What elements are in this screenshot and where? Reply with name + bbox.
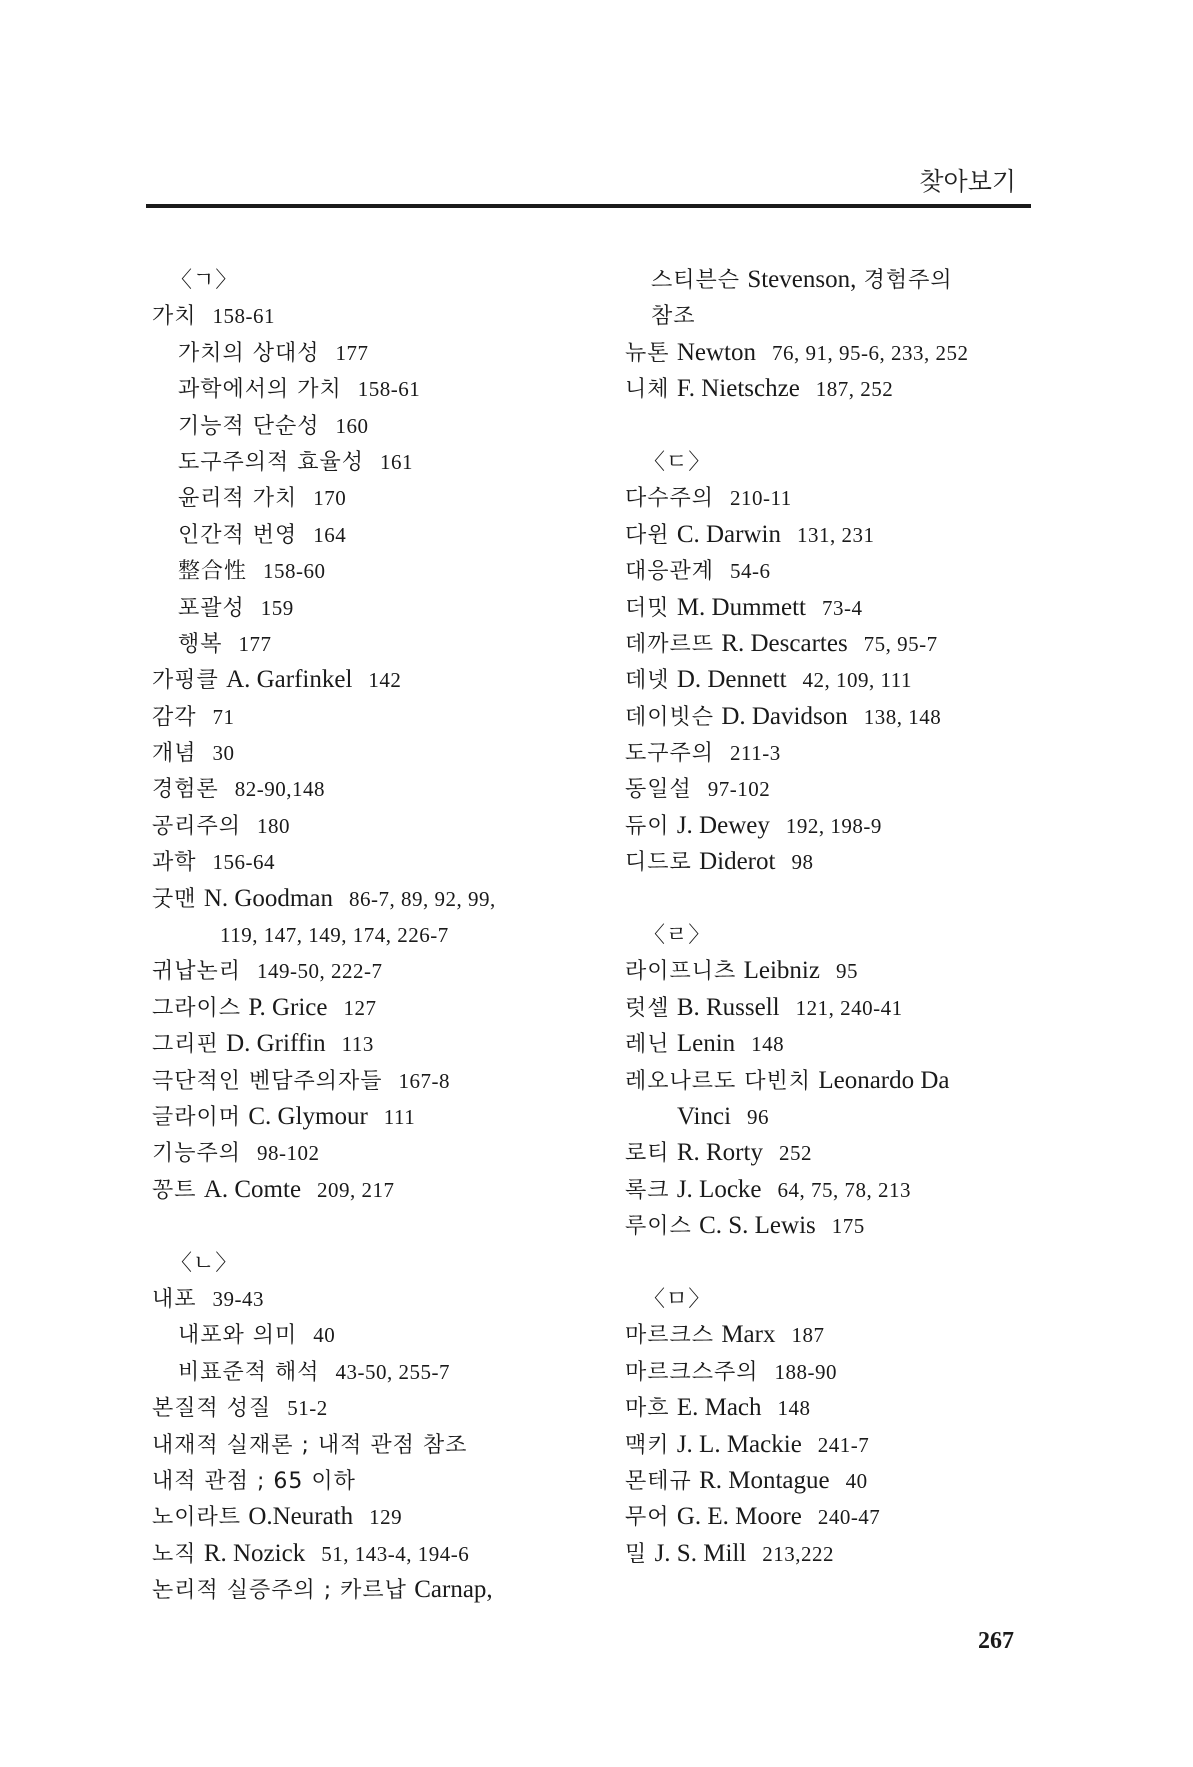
index-entry	[625, 1135, 1045, 1171]
index-pages: 40	[313, 1323, 336, 1348]
index-term: 〈ㄴ〉	[170, 1250, 239, 1276]
index-term: 맥키	[625, 1432, 670, 1458]
index-pages: 187, 252	[815, 377, 894, 402]
index-name: Newton	[676, 338, 756, 366]
index-term: 극단적인 벤담주의자들	[152, 1068, 383, 1094]
index-pages: 129	[369, 1505, 403, 1530]
page-number: 267	[978, 1628, 1014, 1654]
index-term: 굿맨	[152, 886, 197, 912]
index-term: 글라이머	[152, 1104, 242, 1130]
index-entry	[625, 771, 1045, 807]
index-pages: 40	[845, 1468, 868, 1493]
index-name: B. Russell	[676, 993, 780, 1021]
index-pages: 158-60	[263, 559, 326, 584]
index-pages: 240-47	[817, 1505, 881, 1530]
running-head: 찾아보기	[919, 167, 1016, 196]
index-pages: 148	[777, 1396, 811, 1421]
index-name: F. Nietschze	[676, 375, 800, 403]
index-name: D. Davidson	[721, 702, 848, 730]
index-name: A. Garfinkel	[226, 666, 353, 694]
index-term: 행복	[178, 631, 223, 657]
index-term: 개념	[152, 741, 197, 767]
section-heading	[625, 444, 1045, 480]
index-entry	[152, 371, 602, 407]
index-pages: 51, 143-4, 194-6	[321, 1541, 470, 1566]
index-name: Marx	[721, 1321, 776, 1349]
index-entry	[625, 735, 1045, 771]
index-name: R. Rorty	[676, 1139, 763, 1167]
index-entry	[152, 771, 602, 807]
index-pages: 113	[341, 1032, 374, 1057]
index-pages: 75, 95-7	[863, 631, 938, 656]
index-name: A. Comte	[203, 1175, 302, 1203]
index-pages: 42, 109, 111	[802, 668, 912, 693]
index-name: C. Darwin	[676, 520, 781, 548]
index-term: 과학	[152, 850, 197, 876]
section-heading	[152, 1245, 602, 1281]
index-entry	[152, 1063, 602, 1099]
index-pages: 188-90	[774, 1359, 838, 1384]
index-term: 경험주의	[863, 268, 953, 293]
index-term: 레오나르도 다빈치	[625, 1068, 812, 1094]
index-term: 경험론	[152, 777, 219, 803]
index-entry	[625, 662, 1045, 698]
index-pages: 160	[335, 413, 369, 438]
index-entry	[625, 1026, 1045, 1062]
index-pages: 187	[791, 1323, 825, 1348]
index-term: 스티븐슨	[651, 268, 741, 293]
index-pages: 156-64	[212, 850, 276, 875]
index-entry	[152, 1499, 602, 1535]
index-pages: 131, 231	[796, 522, 875, 547]
index-term: 몬테규	[625, 1468, 692, 1494]
index-term: 기능적 단순성	[178, 413, 320, 439]
index-term: 감각	[152, 704, 197, 730]
index-entry	[152, 1427, 602, 1463]
index-term: 디드로	[625, 850, 692, 876]
index-entry	[152, 480, 602, 516]
index-column-right	[625, 262, 1045, 1572]
index-pages: 127	[343, 995, 377, 1020]
section-heading	[625, 1281, 1045, 1317]
index-entry	[152, 298, 602, 334]
index-term: 도구주의	[625, 741, 715, 767]
index-name: R. Montague	[699, 1466, 830, 1494]
index-pages: 177	[335, 340, 369, 365]
index-name: D. Griffin	[226, 1030, 326, 1058]
index-pages: 71	[212, 704, 235, 729]
index-entry	[152, 408, 602, 444]
index-pages: 209, 217	[317, 1177, 395, 1202]
index-name: M. Dummett	[676, 593, 806, 621]
index-term: 레닌	[625, 1032, 670, 1058]
index-name: Carnap,	[414, 1576, 493, 1604]
index-pages: 161	[380, 449, 414, 474]
index-pages: 30	[212, 741, 235, 766]
index-name: E. Mach	[676, 1394, 762, 1422]
index-term: 마르크스주의	[625, 1359, 759, 1385]
index-term: 과학에서의 가치	[178, 377, 342, 403]
index-entry	[625, 699, 1045, 735]
index-term: 노직	[152, 1541, 197, 1567]
index-term: 내적 관점 ; 65 이하	[152, 1468, 356, 1494]
index-term: 내포와 의미	[178, 1323, 298, 1349]
index-name: J. Dewey	[676, 811, 770, 839]
index-pages: 98	[791, 850, 814, 875]
index-entry	[152, 1463, 602, 1499]
index-entry	[625, 990, 1045, 1026]
index-pages: 148	[751, 1032, 785, 1057]
index-pages: 64, 75, 78, 213	[777, 1177, 912, 1202]
section-gap	[625, 408, 1045, 444]
index-term: 가치	[152, 304, 197, 330]
index-pages: 111	[383, 1104, 416, 1129]
index-entry	[152, 1172, 602, 1208]
index-pages: 76, 91, 95-6, 233, 252	[771, 340, 969, 365]
index-term: 다수주의	[625, 486, 715, 512]
index-pages: 142	[368, 668, 402, 693]
index-entry	[152, 1317, 602, 1353]
index-term: 논리적 실증주의 ; 카르납	[152, 1578, 407, 1604]
index-term: 밀	[625, 1541, 648, 1567]
index-pages: 159	[260, 595, 294, 620]
index-name: D. Dennett	[676, 666, 787, 694]
index-term: 〈ㄹ〉	[643, 923, 712, 949]
index-entry	[625, 1063, 1045, 1099]
index-entry	[625, 844, 1045, 880]
index-pages: 158-61	[357, 377, 421, 402]
index-entry	[625, 1208, 1045, 1244]
section-heading	[152, 262, 602, 298]
index-term: 본질적 성질	[152, 1396, 272, 1422]
index-entry	[625, 1427, 1045, 1463]
index-name: J. Locke	[676, 1175, 762, 1203]
index-term: 노이라트	[152, 1505, 242, 1531]
index-name: O.Neurath	[248, 1503, 354, 1531]
index-pages: 51-2	[287, 1396, 328, 1421]
index-pages: 149-50, 222-7	[257, 959, 383, 984]
index-term: 윤리적 가치	[178, 486, 298, 512]
index-term: 마르크스	[625, 1323, 715, 1349]
index-entry	[152, 626, 602, 662]
index-term: 가핑클	[152, 668, 219, 694]
section-gap	[625, 1245, 1045, 1281]
index-entry	[625, 1536, 1045, 1572]
index-term: 데까르뜨	[625, 631, 715, 657]
index-name: Stevenson,	[747, 266, 857, 293]
index-term: 동일설	[625, 777, 692, 803]
index-entry	[625, 517, 1045, 553]
index-entry	[152, 953, 602, 989]
index-entry	[625, 590, 1045, 626]
index-term: 그라이스	[152, 995, 242, 1021]
index-term: 귀납논리	[152, 959, 242, 985]
index-term: 포괄성	[178, 595, 245, 621]
index-term: 뉴톤	[625, 340, 670, 366]
index-entry	[152, 808, 602, 844]
index-pages: 95	[835, 959, 858, 984]
index-term: 다윈	[625, 522, 670, 548]
index-term: 대응관계	[625, 559, 715, 585]
index-term: 로티	[625, 1141, 670, 1167]
index-term: 럿셀	[625, 995, 670, 1021]
index-pages: 98-102	[257, 1141, 320, 1166]
index-term: 꽁트	[152, 1177, 197, 1203]
index-entry	[152, 881, 602, 917]
index-entry	[152, 444, 602, 480]
index-term: 록크	[625, 1177, 670, 1203]
index-name: R. Nozick	[203, 1539, 306, 1567]
index-term: 그리핀	[152, 1032, 219, 1058]
section-gap	[625, 881, 1045, 917]
index-name: Vinci	[677, 1102, 732, 1130]
index-term: 무어	[625, 1505, 670, 1531]
index-pages: 158-61	[212, 304, 276, 329]
index-name: Diderot	[699, 848, 776, 876]
index-entry	[152, 1135, 602, 1171]
index-entry	[152, 662, 602, 698]
index-column-left	[152, 262, 602, 1608]
index-entry	[625, 1099, 1045, 1135]
index-pages: 213,222	[762, 1541, 835, 1566]
index-entry	[152, 990, 602, 1026]
index-entry	[152, 335, 602, 371]
index-pages: 73-4	[822, 595, 863, 620]
index-pages: 175	[831, 1214, 865, 1239]
index-term: 공리주의	[152, 813, 242, 839]
index-term: 〈ㄱ〉	[170, 268, 239, 293]
index-term: 라이프니츠	[625, 959, 737, 985]
index-pages: 211-3	[730, 741, 781, 766]
index-pages: 167-8	[398, 1068, 451, 1093]
index-entry	[152, 517, 602, 553]
index-pages: 119, 147, 149, 174, 226-7	[220, 923, 449, 948]
index-term: 니체	[625, 377, 670, 403]
index-pages: 180	[257, 813, 291, 838]
index-entry	[152, 844, 602, 880]
index-pages: 241-7	[817, 1432, 870, 1457]
index-pages: 96	[747, 1104, 770, 1129]
index-term: 整合性	[178, 559, 248, 585]
index-entry	[625, 1317, 1045, 1353]
index-entry	[152, 1099, 602, 1135]
index-entry	[625, 1354, 1045, 1390]
index-term: 데넷	[625, 668, 670, 694]
index-entry	[625, 808, 1045, 844]
index-name: Leonardo Da	[818, 1066, 950, 1094]
index-pages: 39-43	[212, 1286, 265, 1311]
index-pages: 121, 240-41	[795, 995, 903, 1020]
index-name: P. Grice	[248, 993, 328, 1021]
index-pages: 43-50, 255-7	[335, 1359, 451, 1384]
index-entry	[625, 262, 1045, 298]
index-term: 듀이	[625, 813, 670, 839]
index-term: 내포	[152, 1286, 197, 1312]
index-entry	[625, 371, 1045, 407]
index-entry	[152, 1572, 602, 1608]
index-entry	[625, 1172, 1045, 1208]
index-entry	[625, 480, 1045, 516]
index-term: 마흐	[625, 1396, 670, 1422]
index-term: 참조	[651, 304, 696, 330]
section-gap	[152, 1208, 602, 1244]
index-pages: 97-102	[707, 777, 771, 802]
index-name: C. Glymour	[248, 1102, 368, 1130]
index-name: J. L. Mackie	[676, 1430, 802, 1458]
index-entry	[152, 1026, 602, 1062]
index-pages: 86-7, 89, 92, 99,	[348, 886, 496, 911]
index-term: 비표준적 해석	[178, 1359, 320, 1385]
index-entry	[625, 1499, 1045, 1535]
index-name: G. E. Moore	[676, 1503, 802, 1531]
index-entry	[152, 553, 602, 589]
index-name: Leibniz	[743, 957, 820, 985]
index-entry	[152, 1536, 602, 1572]
index-entry	[152, 917, 602, 953]
index-term: 더밋	[625, 595, 670, 621]
index-name: N. Goodman	[203, 884, 333, 912]
index-pages: 177	[238, 631, 272, 656]
index-term: 기능주의	[152, 1141, 242, 1167]
index-name: R. Descartes	[721, 629, 848, 657]
index-entry	[152, 1281, 602, 1317]
index-entry	[152, 735, 602, 771]
section-heading	[625, 917, 1045, 953]
index-name: J. S. Mill	[654, 1539, 747, 1567]
index-entry	[625, 335, 1045, 371]
index-entry	[152, 1354, 602, 1390]
index-entry	[152, 1390, 602, 1426]
index-pages: 170	[313, 486, 347, 511]
index-pages: 164	[313, 522, 347, 547]
index-entry	[625, 1463, 1045, 1499]
index-term: 루이스	[625, 1214, 692, 1240]
index-entry	[625, 953, 1045, 989]
index-entry	[152, 590, 602, 626]
index-term: 인간적 번영	[178, 522, 298, 548]
index-term: 〈ㄷ〉	[643, 449, 712, 475]
index-pages: 252	[778, 1141, 812, 1166]
index-entry	[625, 626, 1045, 662]
index-name: Lenin	[676, 1030, 736, 1058]
index-name: C. S. Lewis	[699, 1212, 816, 1240]
index-pages: 192, 198-9	[785, 813, 882, 838]
index-term: 도구주의적 효율성	[178, 449, 365, 475]
header-rule	[146, 204, 1031, 208]
index-entry	[625, 298, 1045, 334]
index-term: 내재적 실재론 ; 내적 관점 참조	[152, 1432, 468, 1458]
index-pages: 138, 148	[863, 704, 942, 729]
page-header	[0, 0, 1193, 210]
index-entry	[625, 1390, 1045, 1426]
index-pages: 82-90,148	[234, 777, 326, 802]
index-term: 데이빗슨	[625, 704, 715, 730]
index-entry	[625, 553, 1045, 589]
index-pages: 54-6	[730, 559, 771, 584]
index-term: 〈ㅁ〉	[643, 1286, 712, 1312]
index-entry	[152, 699, 602, 735]
index-term: 가치의 상대성	[178, 340, 320, 366]
index-pages: 210-11	[730, 486, 792, 511]
